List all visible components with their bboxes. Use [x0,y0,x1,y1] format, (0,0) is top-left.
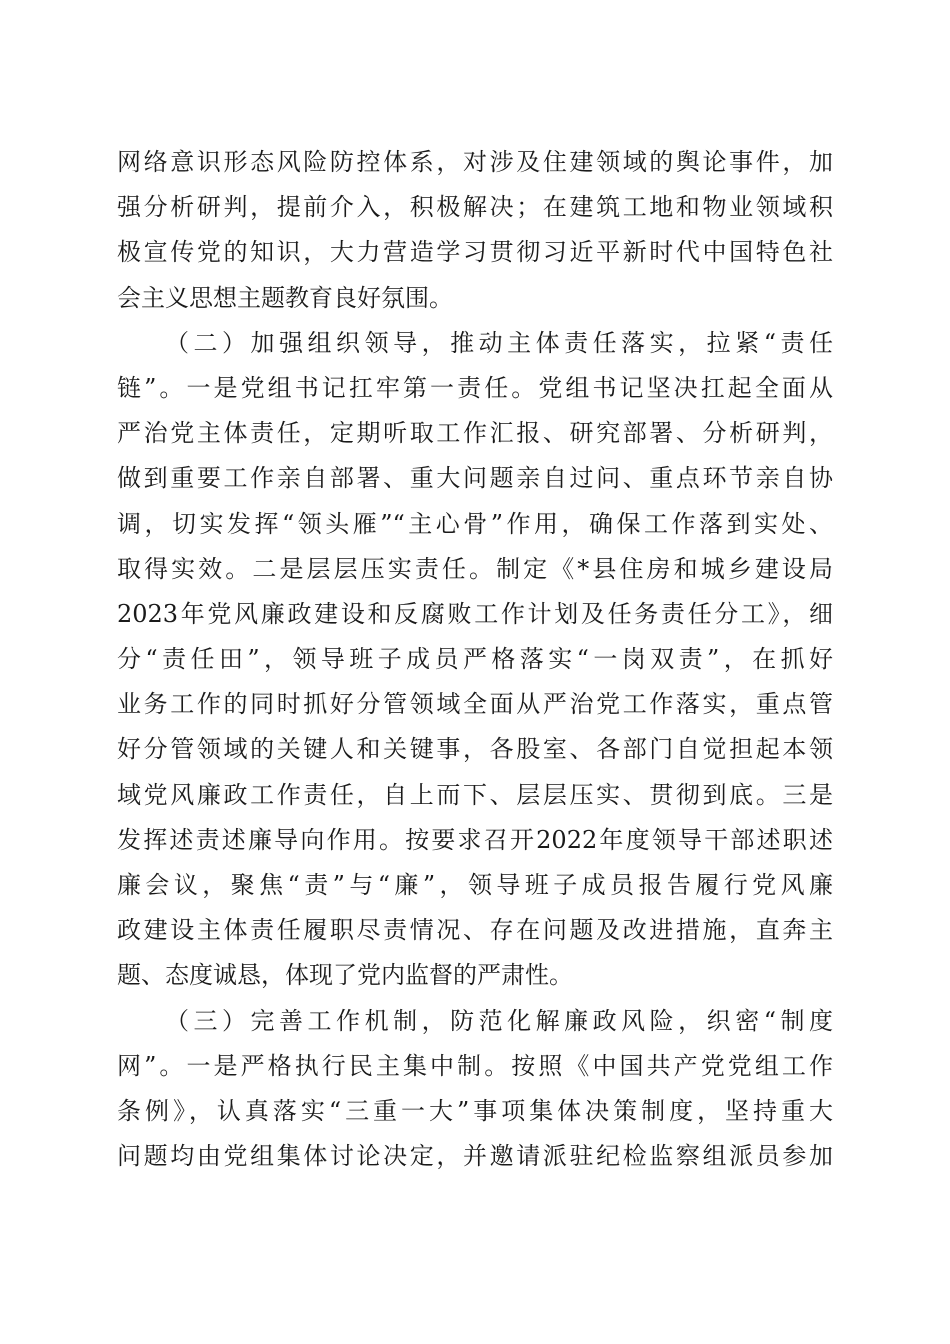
paragraph-line: 2023年党风廉政建设和反腐败工作计划及任务责任分工》，细 [117,599,833,628]
paragraph-1 [117,140,833,321]
paragraph-line: 题、态度诚恳，体现了党内监督的严肃性。 [117,961,573,990]
paragraph-line: 政建设主体责任履职尽责情况、存在问题及改进措施，直奔主 [117,916,833,945]
paragraph-line: 强分析研判，提前介入，积极解决；在建筑工地和物业领域积 [117,193,833,222]
paragraph-line: 链”。一是党组书记扛牢第一责任。党组书记坚决扛起全面从 [117,373,833,402]
paragraph-line: 发挥述责述廉导向作用。按要求召开2022年度领导干部述职述 [117,825,833,854]
paragraph-line: 严治党主体责任，定期听取工作汇报、研究部署、分析研判， [117,419,833,448]
paragraph-line: 取得实效。二是层层压实责任。制定《*县住房和城乡建设局 [117,554,833,583]
paragraph-line: 极宣传党的知识，大力营造学习贯彻习近平新时代中国特色社 [117,238,833,267]
paragraph-2 [117,321,833,999]
paragraph-line: 会主义思想主题教育良好氛围。 [117,283,453,312]
paragraph-line: 做到重要工作亲自部署、重大问题亲自过问、重点环节亲自协 [117,464,833,493]
paragraph-line: 问题均由党组集体讨论决定，并邀请派驻纪检监察组派员参加 [117,1142,833,1171]
paragraph-line: 好分管领域的关键人和关键事，各股室、各部门自觉担起本领 [117,735,833,764]
paragraph-line: 廉会议，聚焦“责”与“廉”，领导班子成员报告履行党风廉 [117,871,833,899]
section-heading-line: （三）完善工作机制，防范化解廉政风险，织密“制度 [165,1006,833,1035]
paragraph-line: 业务工作的同时抓好分管领域全面从严治党工作落实，重点管 [117,690,833,719]
paragraph-line: 网络意识形态风险防控体系，对涉及住建领域的舆论事件，加 [117,148,833,176]
paragraph-line: 条例》，认真落实“三重一大”事项集体决策制度，坚持重大 [117,1096,833,1125]
paragraph-line: 网”。一是严格执行民主集中制。按照《中国共产党党组工作 [117,1051,833,1080]
paragraph-line: 分“责任田”，领导班子成员严格落实“一岗双责”，在抓好 [117,645,833,674]
section-heading-line: （二）加强组织领导，推动主体责任落实，拉紧“责任 [165,328,833,357]
paragraph-3 [117,999,833,1180]
paragraph-line: 域党风廉政工作责任，自上而下、层层压实、贯彻到底。三是 [117,780,833,809]
document-body [117,140,833,1179]
paragraph-line: 调，切实发挥“领头雁”“主心骨”作用，确保工作落到实处、 [117,509,833,538]
